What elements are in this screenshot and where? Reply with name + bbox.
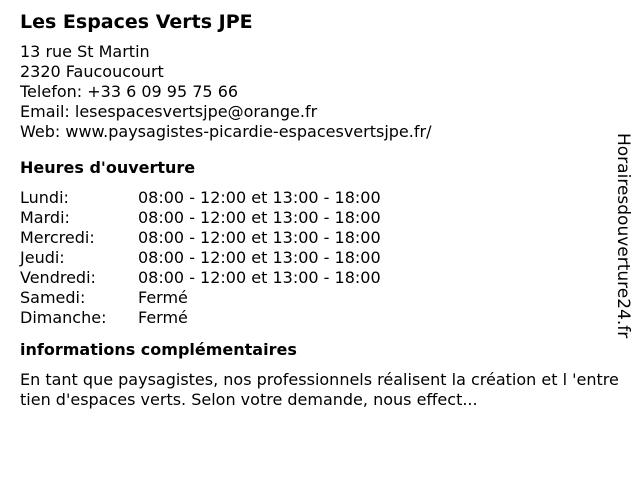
day-hours: 08:00 - 12:00 et 13:00 - 18:00 [138, 228, 381, 247]
hours-row-tuesday [20, 208, 610, 228]
address-street: 13 rue St Martin [20, 42, 150, 61]
hours-heading: Heures d'ouverture [20, 158, 196, 177]
phone-number[interactable]: +33 6 09 95 75 66 [87, 82, 239, 101]
day-hours: 08:00 - 12:00 et 13:00 - 18:00 [138, 188, 381, 207]
hours-row-monday [20, 188, 610, 208]
business-card [20, 10, 619, 410]
day-label: Vendredi: [20, 268, 96, 287]
hours-row-wednesday [20, 228, 610, 248]
email-line [20, 102, 610, 122]
day-hours: 08:00 - 12:00 et 13:00 - 18:00 [138, 248, 381, 267]
info-description: En tant que paysagistes, nos professionnels réalisent la création et l 'entretien d'espaces verts. Selon votre demande, nous effect... [20, 370, 619, 409]
email-label: Email: [20, 102, 70, 121]
web-label: Web: [20, 122, 61, 141]
day-label: Mardi: [20, 208, 70, 227]
day-hours: Fermé [138, 308, 188, 327]
phone-line [20, 82, 610, 102]
phone-label: Telefon: [20, 82, 83, 101]
hours-row-friday [20, 268, 610, 288]
day-hours: 08:00 - 12:00 et 13:00 - 18:00 [138, 268, 381, 287]
address-city: 2320 Faucoucourt [20, 62, 164, 81]
hours-table [20, 188, 610, 328]
day-hours: 08:00 - 12:00 et 13:00 - 18:00 [138, 208, 381, 227]
business-name: Les Espaces Verts JPE [20, 11, 253, 33]
info-heading: informations complémentaires [20, 340, 297, 359]
day-label: Jeudi: [20, 248, 65, 267]
email-address[interactable]: lesespacesvertsjpe@orange.fr [74, 102, 318, 121]
web-line [20, 122, 610, 142]
day-label: Mercredi: [20, 228, 95, 247]
hours-row-saturday [20, 288, 610, 308]
hours-row-thursday [20, 248, 610, 268]
day-hours: Fermé [138, 288, 188, 307]
site-brand-vertical: Horairesdouverture24.fr [613, 133, 633, 339]
day-label: Dimanche: [20, 308, 107, 327]
day-label: Samedi: [20, 288, 86, 307]
day-label: Lundi: [20, 188, 69, 207]
web-link[interactable]: www.paysagistes-picardie-espacesvertsjpe.fr/ [65, 122, 432, 141]
hours-row-sunday [20, 308, 610, 328]
